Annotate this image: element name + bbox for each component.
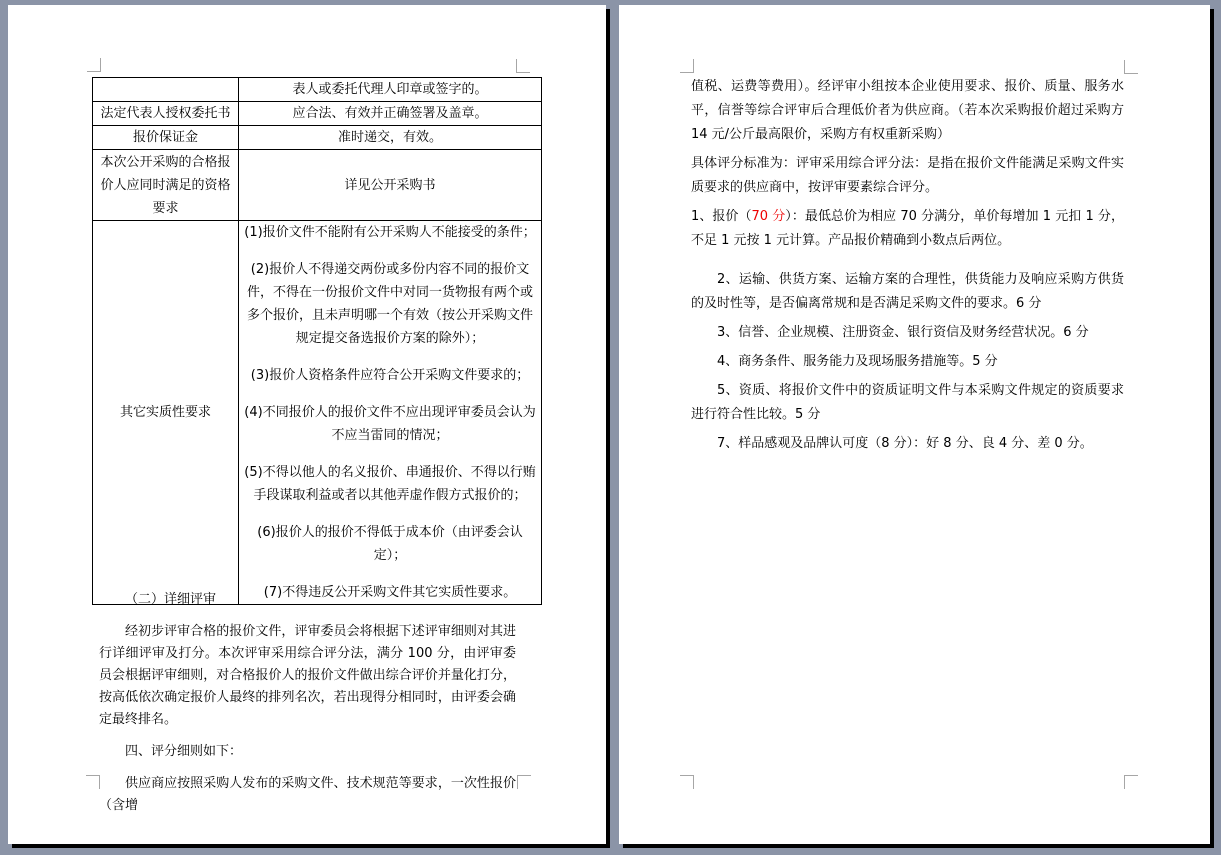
score-item: 7、样品感观及品牌认可度（8 分）：好 8 分、良 4 分、差 0 分。	[717, 436, 1093, 451]
margin-mark-bottom-right	[517, 775, 531, 789]
margin-mark-top-right	[1124, 60, 1138, 74]
table-row	[93, 150, 542, 221]
criteria-intro-paragraph: 具体评分标准为：评审采用综合评分法：是指在报价文件能满足采购文件实质要求的供应商中，按评审要素综合评分。	[691, 156, 1124, 195]
detail-review-heading: （二）详细评审	[125, 592, 217, 607]
margin-mark-bottom-left	[86, 775, 100, 789]
price-score-red-value: 70 分	[751, 209, 786, 224]
table-cell-content: 详见公开采购书	[239, 150, 542, 221]
table-cell-content: 应合法、有效并正确签署及盖章。	[239, 102, 542, 126]
requirement-item: (5)不得以他人的名义报价、串通报价、不得以行贿手段谋取利益或者以其他弄虚作假方式报价的；	[244, 465, 536, 503]
score-item: 4、商务条件、服务能力及现场服务措施等。5 分	[717, 354, 998, 369]
requirement-item: (3)报价人资格条件应符合公开采购文件要求的；	[250, 368, 530, 383]
score-item: 3、信誉、企业规模、注册资金、银行资信及财务经营状况。6 分	[717, 325, 1089, 340]
document-page-2[interactable]	[619, 5, 1210, 844]
table-row	[93, 78, 542, 102]
table-cell-content: 表人或委托代理人印章或签字的。	[239, 78, 542, 102]
score-item: 5、资质、将报价文件中的资质证明文件与本采购文件规定的资质要求进行符合性比较。5 分	[691, 383, 1124, 422]
requirement-item: (1)报价文件不能附有公开采购人不能接受的条件；	[244, 225, 536, 240]
requirement-item: (4)不同报价人的报价文件不应出现评审委员会认为不应当雷同的情况；	[244, 405, 536, 443]
price-score-paragraph	[691, 205, 1124, 253]
requirement-item: (7)不得违反公开采购文件其它实质性要求。	[263, 585, 517, 600]
requirement-item: (6)报价人的报价不得低于成本价（由评委会认定）；	[257, 525, 523, 563]
continuation-paragraph: 值税、运费等费用）。经评审小组按本企业使用要求、报价、质量、服务水平，信誉等综合评审后合理低价者为供应商。（若本次采购报价超过采购方 14 元/公斤最高限价，采购方有权重新采购）	[691, 79, 1124, 142]
document-page-1[interactable]	[8, 5, 606, 844]
table-row	[93, 126, 542, 150]
evaluation-requirements-table	[92, 77, 542, 605]
margin-mark-bottom-right	[1124, 775, 1138, 789]
table-row	[93, 102, 542, 126]
margin-mark-top-left	[87, 58, 101, 72]
page2-body-text	[691, 75, 1124, 461]
scoring-rules-heading: 四、评分细则如下：	[125, 744, 243, 759]
table-cell-label: 本次公开采购的合格报价人应同时满足的资格要求	[93, 150, 239, 221]
score-item: 2、运输、供货方案、运输方案的合理性，供货能力及响应采购方供货的及时性等，是否偏离常规和是否满足采购文件的要求。6 分	[691, 272, 1124, 311]
detail-review-paragraph: 经初步评审合格的报价文件，评审委员会将根据下述评审细则对其进行详细评审及打分。本次评审采用综合评分法，满分 100 分，由评审委员会根据评审细则，对合格报价人的报价文件做出综合评价并量化打分，按高低依次确定报价人最终的排列名次，若出现得分相同时，由评委会确定最终排名。	[99, 624, 516, 727]
table-cell-requirement-list	[239, 221, 542, 605]
table-cell-label	[93, 78, 239, 102]
table-cell-content: 准时递交，有效。	[239, 126, 542, 150]
table-cell-label: 法定代表人授权委托书	[93, 102, 239, 126]
margin-mark-bottom-left	[680, 775, 694, 789]
margin-mark-top-right	[516, 59, 530, 73]
table-cell-label: 报价保证金	[93, 126, 239, 150]
table-cell-label: 其它实质性要求	[93, 221, 239, 605]
price-score-prefix: 1、报价（	[691, 209, 752, 224]
supplier-paragraph: 供应商应按照采购人发布的采购文件、技术规范等要求，一次性报价（含增	[99, 776, 516, 813]
requirement-item: (2)报价人不得递交两份或多份内容不同的报价文件，不得在一份报价文件中对同一货物报有两个或多个报价，且未声明哪一个有效（按公开采购文件规定提交备选报价方案的除外）；	[246, 262, 533, 346]
margin-mark-top-left	[680, 59, 694, 73]
page1-body-text	[99, 589, 516, 827]
price-score-suffix: ）：最低总价为相应 70 分满分，单价每增加 1 元扣 1 分，不足 1 元按 1 元计算。产品报价精确到小数点后两位。	[691, 209, 1124, 248]
table-row	[93, 221, 542, 605]
